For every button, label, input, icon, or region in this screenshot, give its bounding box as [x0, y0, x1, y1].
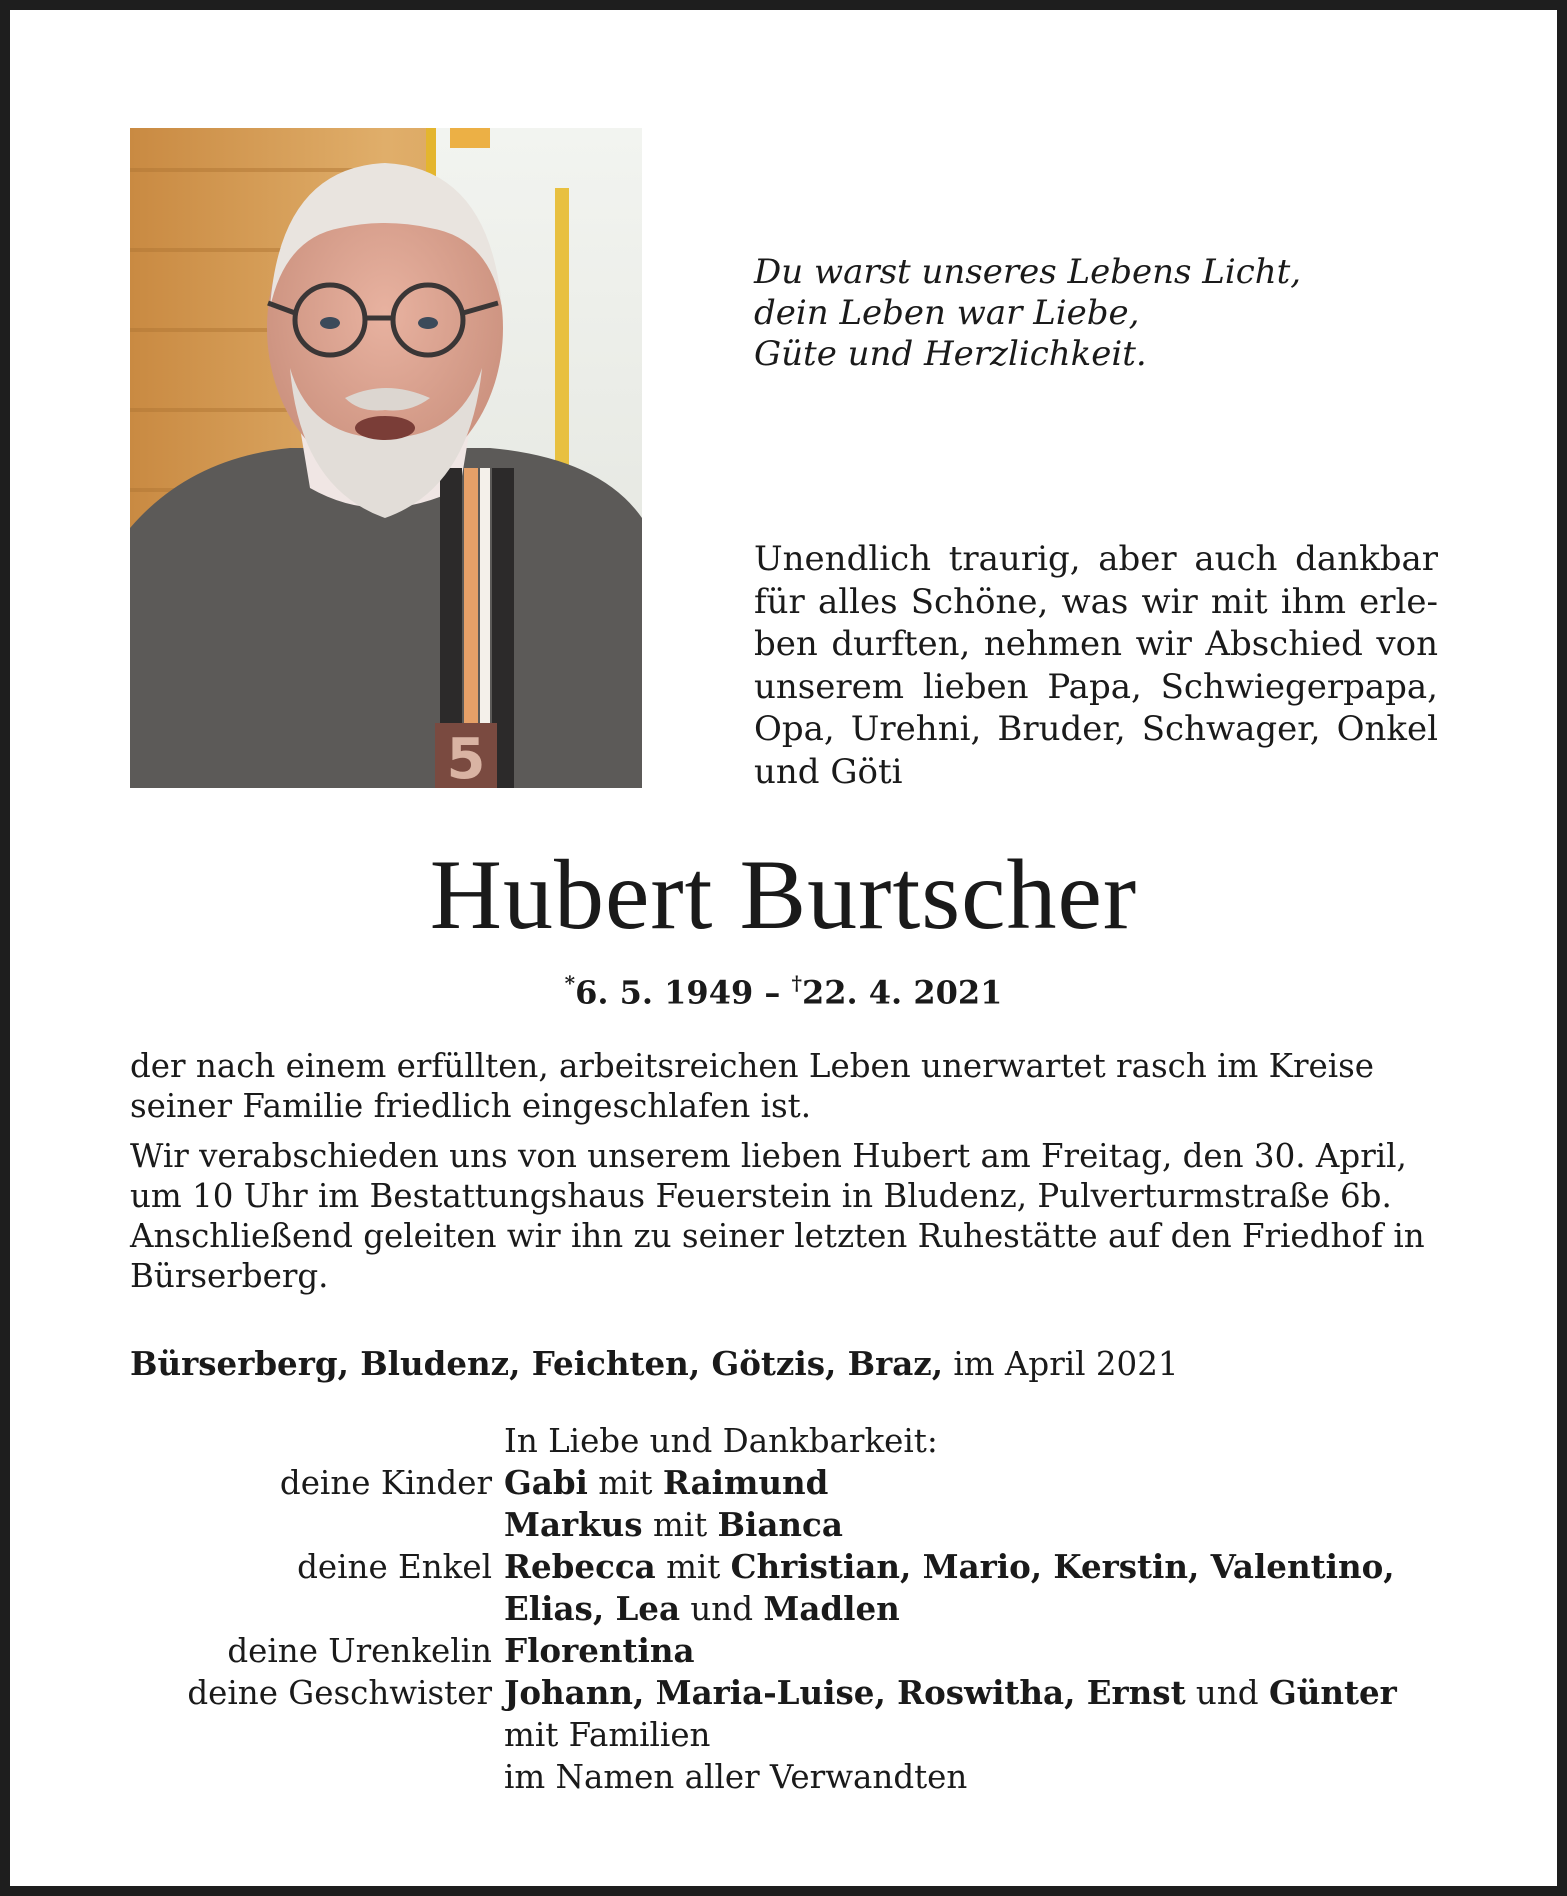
connector: und — [1185, 1674, 1269, 1712]
intro-line: Unendlich traurig, aber auch dankbar — [754, 539, 1438, 579]
family-row-geschwister — [130, 1672, 1440, 1714]
memorial-poem — [754, 252, 1454, 375]
family-row-verwandten — [130, 1756, 1440, 1798]
kinder-label: deine Kinder — [279, 1464, 492, 1502]
intro-line: ben durften, nehmen wir Abschied von — [754, 624, 1438, 664]
body-paragraph: Wir verabschieden uns von unserem lieben Hubert am Freitag, den 30. April, um 10 Uhr im Bestattungshaus Feuerstein in Bludenz, Pulverturmstraße 6b. Anschließend geleiten wir ihn zu seiner letzten Ruhestätte auf den Friedhof in Bürserberg. — [130, 1137, 1425, 1295]
date-separator: – — [753, 973, 792, 1012]
verwandten: im Namen aller Verwandten — [504, 1758, 968, 1796]
family-list — [130, 1420, 1440, 1798]
urenkelin-label: deine Urenkelin — [227, 1632, 492, 1670]
body-paragraph: der nach einem erfüllten, arbeitsreichen Leben unerwartet rasch im Kreise seiner Familie friedlich eingeschlafen ist. — [130, 1047, 1375, 1125]
farewell-intro — [754, 538, 1438, 793]
family-row-enkel-2 — [130, 1588, 1440, 1630]
geschwister-label: deine Geschwister — [187, 1674, 492, 1712]
name: Rebecca — [504, 1547, 656, 1586]
poem-line: Güte und Herzlichkeit. — [754, 334, 1147, 374]
name: Christian, Mario, Kerstin, Valentino, — [730, 1547, 1395, 1586]
name: Elias, Lea — [504, 1589, 681, 1628]
life-dates — [0, 965, 1567, 1013]
mit-familien: mit Familien — [504, 1716, 711, 1754]
connector: mit — [587, 1464, 663, 1502]
place-date-line — [130, 1344, 1440, 1384]
family-row-kinder — [130, 1462, 1440, 1504]
intro-line: Opa, Urehni, Bruder, Schwager, Onkel — [754, 709, 1438, 749]
month-year: im April 2021 — [943, 1345, 1179, 1383]
death-date: 22. 4. 2021 — [801, 973, 1003, 1012]
poem-line: Du warst unseres Lebens Licht, — [754, 252, 1302, 292]
family-heading-row — [130, 1420, 1440, 1462]
places: Bürserberg, Bludenz, Feichten, Götzis, Braz, — [130, 1344, 944, 1383]
connector: mit — [655, 1548, 731, 1586]
family-row-familien — [130, 1714, 1440, 1756]
name: Günter — [1268, 1673, 1397, 1712]
family-row-kinder-2 — [130, 1504, 1440, 1546]
death-symbol: † — [791, 971, 802, 995]
family-heading: In Liebe und Dankbarkeit: — [504, 1422, 938, 1460]
family-row-enkel — [130, 1546, 1440, 1588]
deceased-name: Hubert Burtscher — [429, 839, 1138, 950]
poem-line: dein Leben war Liebe, — [754, 293, 1140, 333]
birth-symbol: * — [564, 971, 576, 995]
name: Johann, Maria-Luise, Roswitha, Ernst — [504, 1673, 1186, 1712]
name: Bianca — [717, 1505, 843, 1544]
svg-text:5: 5 — [446, 727, 486, 788]
name: Madlen — [763, 1589, 900, 1628]
intro-line: für alles Schöne, was wir mit ihm erle- — [754, 581, 1438, 622]
birth-date: 6. 5. 1949 — [575, 973, 754, 1012]
enkel-label: deine Enkel — [297, 1548, 492, 1586]
portrait-photo — [130, 128, 642, 788]
connector: mit — [642, 1506, 718, 1544]
name: Markus — [504, 1505, 643, 1544]
intro-line: und Göti — [754, 751, 903, 792]
name: Gabi — [504, 1463, 588, 1502]
connector: und — [680, 1590, 764, 1628]
name: Florentina — [504, 1631, 695, 1670]
name: Raimund — [662, 1463, 829, 1502]
family-row-urenkelin — [130, 1630, 1440, 1672]
intro-line: unserem lieben Papa, Schwiegerpapa, — [754, 666, 1438, 707]
announcement-body — [130, 1046, 1440, 1306]
